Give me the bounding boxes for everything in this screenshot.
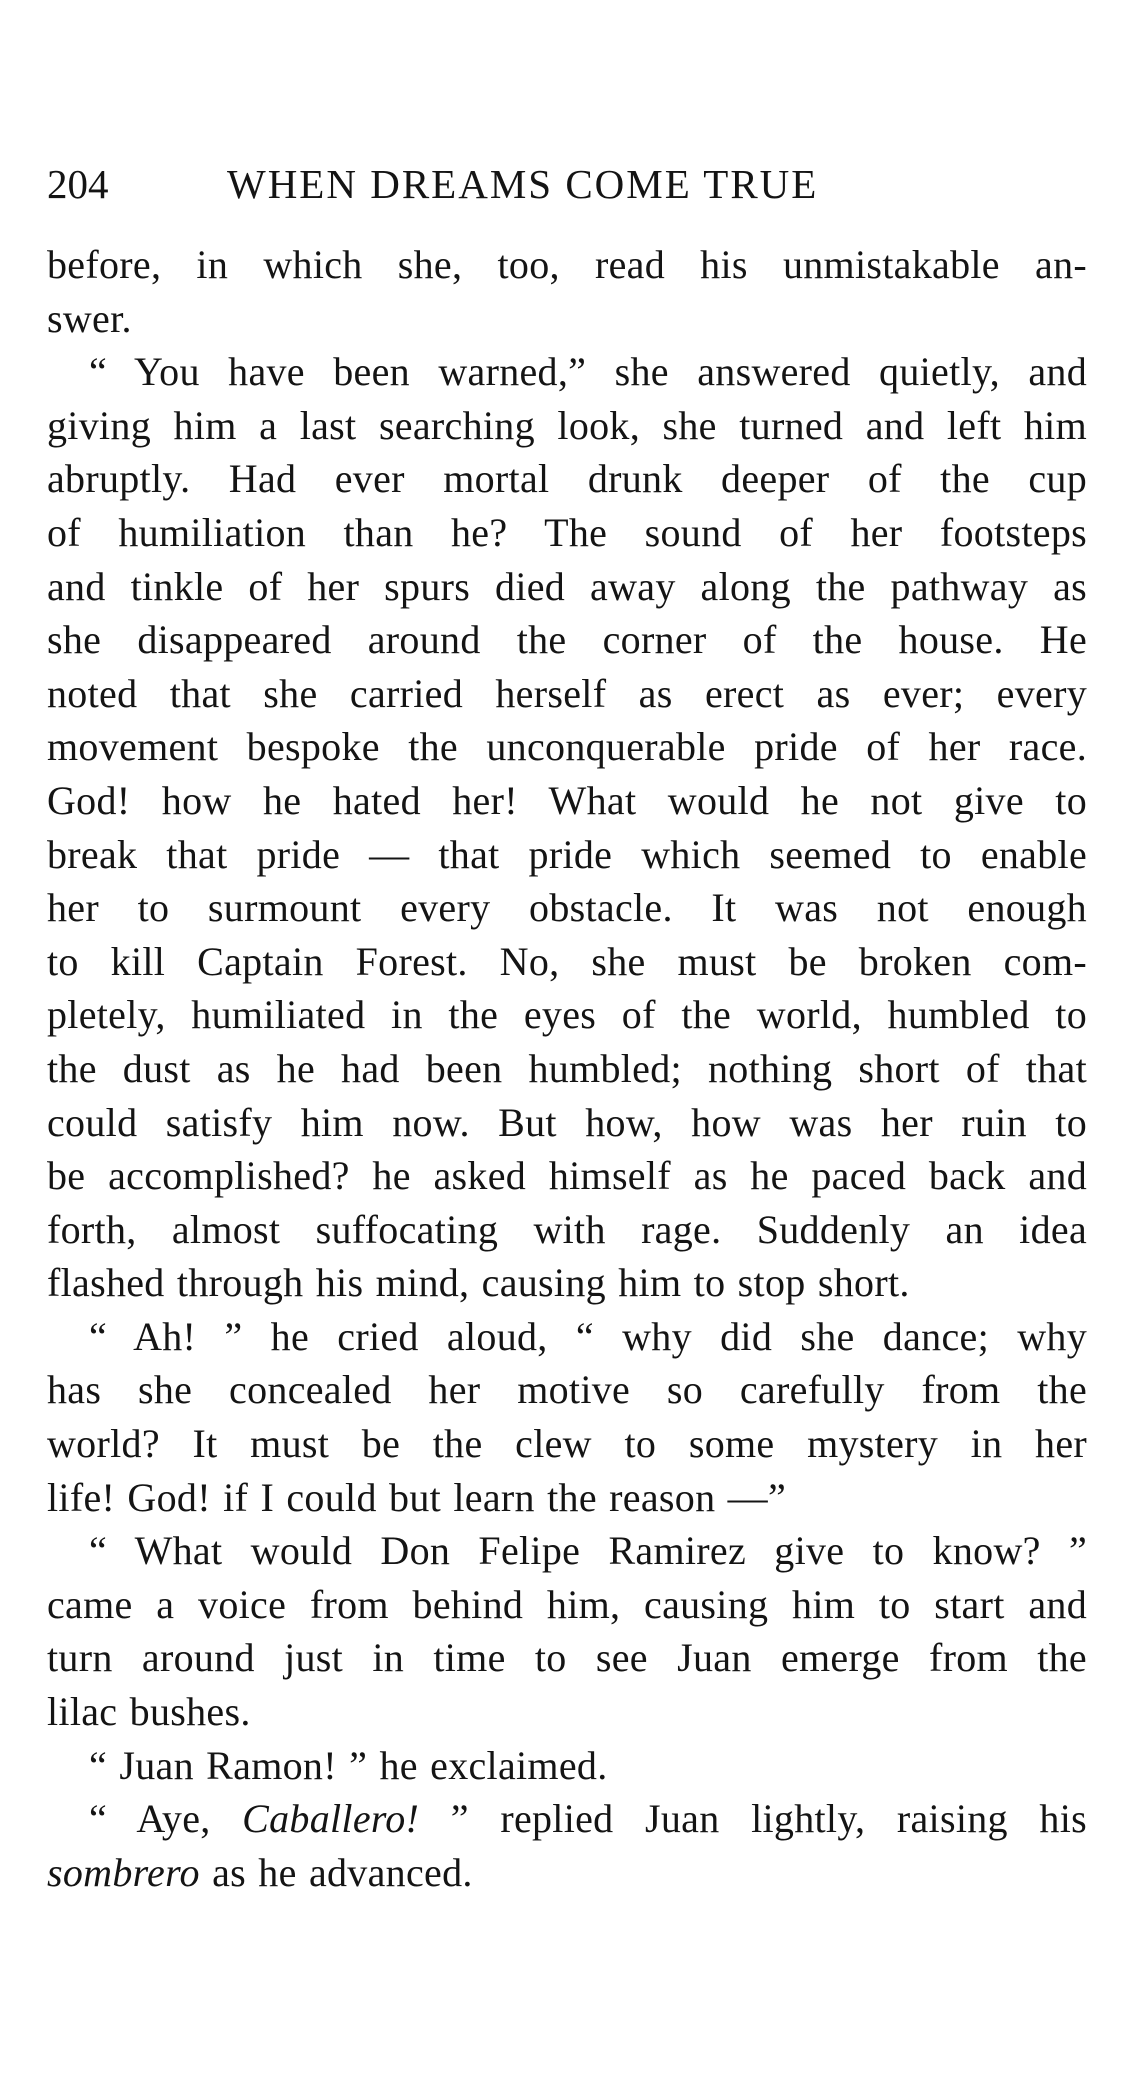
body-text — [47, 238, 1087, 1899]
text-line: pletely, humiliated in the eyes of the world, humbled to — [47, 992, 1087, 1038]
text-line: could satisfy him now. But how, how was her ruin to — [47, 1099, 1087, 1145]
paragraph-5 — [47, 1739, 1087, 1793]
text-line: “ Ah! ” he cried aloud, “ why did she dance; why — [89, 1313, 1087, 1359]
page-number: 204 — [47, 161, 109, 207]
text-line: of humiliation than he? The sound of her footsteps — [47, 509, 1087, 555]
text-line: came a voice from behind him, causing him to start and — [47, 1581, 1087, 1627]
text-line — [47, 1792, 1087, 1846]
text-line: life! God! if I could but learn the reason —” — [47, 1474, 787, 1520]
paragraph-4 — [47, 1524, 1087, 1738]
text-line — [47, 1846, 1087, 1900]
text-line: she disappeared around the corner of the house. He — [47, 617, 1087, 663]
text-line: to kill Captain Forest. No, she must be broken com- — [47, 938, 1087, 984]
text-fragment: “ Aye, — [89, 1796, 243, 1842]
paragraph-3 — [47, 1310, 1087, 1524]
text-line: “ What would Don Felipe Ramirez give to know? ” — [89, 1528, 1087, 1574]
text-line: break that pride — that pride which seemed to enable — [47, 831, 1087, 877]
text-line: swer. — [47, 295, 132, 341]
paragraph-1 — [47, 238, 1087, 345]
text-line: lilac bushes. — [47, 1689, 251, 1735]
text-line: turn around just in time to see Juan emerge from the — [47, 1635, 1087, 1681]
text-line: has she concealed her motive so carefully from the — [47, 1367, 1087, 1413]
running-head — [47, 160, 1087, 220]
italic-word: Caballero! — [242, 1796, 420, 1842]
text-line: the dust as he had been humbled; nothing short of that — [47, 1045, 1087, 1091]
text-fragment: as he advanced. — [199, 1849, 473, 1895]
text-line: her to surmount every obstacle. It was not enough — [47, 885, 1087, 931]
text-line: world? It must be the clew to some mystery in her — [47, 1421, 1087, 1467]
text-line: “ Juan Ramon! ” he exclaimed. — [89, 1742, 608, 1788]
text-line: before, in which she, too, read his unmistakable an- — [47, 242, 1087, 287]
text-line: abruptly. Had ever mortal drunk deeper of the cup — [47, 456, 1087, 502]
text-fragment: ” replied Juan lightly, raising his — [419, 1796, 1087, 1842]
text-line: noted that she carried herself as erect as ever; every — [47, 670, 1087, 716]
text-line: giving him a last searching look, she turned and left him — [47, 402, 1087, 448]
text-line: forth, almost suffocating with rage. Suddenly an idea — [47, 1206, 1087, 1252]
italic-word: sombrero — [47, 1849, 200, 1895]
text-line: God! how he hated her! What would he not give to — [47, 777, 1087, 823]
paragraph-6 — [47, 1792, 1087, 1899]
text-line: and tinkle of her spurs died away along the pathway as — [47, 563, 1087, 609]
text-line: “ You have been warned,” she answered quietly, and — [89, 349, 1087, 395]
text-line: movement bespoke the unconquerable pride of her race. — [47, 724, 1087, 770]
book-page — [47, 160, 1087, 1899]
book-title: WHEN DREAMS COME TRUE — [227, 161, 819, 207]
text-line: flashed through his mind, causing him to stop short. — [47, 1260, 910, 1306]
text-line: be accomplished? he asked himself as he paced back and — [47, 1153, 1087, 1199]
paragraph-2 — [47, 345, 1087, 1310]
